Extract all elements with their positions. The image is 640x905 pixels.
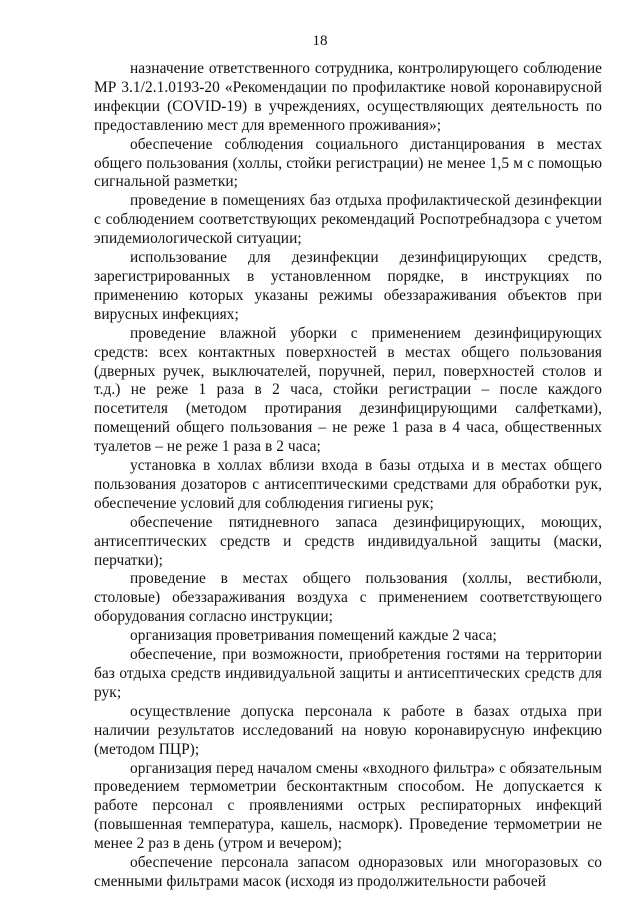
paragraph-disinfectant-use: использование для дезинфекции дезинфицирующих средств, зарегистрированных в установленном порядке, в инструкциях по применению которых указаны режимы обеззараживания объектов при вирусных инфекциях; xyxy=(94,249,602,323)
body-text xyxy=(94,60,602,892)
paragraph-air-disinfection: проведение в местах общего пользования (холлы, вестибюли, столовые) обеззараживания воздуха с применением соответствующего оборудования согласно инструкции; xyxy=(94,570,602,626)
paragraph-social-distancing: обеспечение соблюдения социального дистанцирования в местах общего пользования (холлы, стойки регистрации) не менее 1,5 м с помощью сигнальной разметки; xyxy=(94,135,602,191)
paragraph-ventilation: организация проветривания помещений каждые 2 часа; xyxy=(130,627,497,645)
paragraph-entrance-filter: организация перед началом смены «входного фильтра» с обязательным проведением термометрии бесконтактным способом. Не допускается к работе персонал с проявлениями острых респираторных инфекций (повышенная температура, кашель, насморк). Проведение термометрии не менее 2 раз в день (утром и вечером); xyxy=(94,759,602,853)
paragraph-preventive-disinfection: проведение в помещениях баз отдыха профилактической дезинфекции с соблюдением соответствующих рекомендаций Роспотребнадзора с учетом эпидемиологической ситуации; xyxy=(94,192,602,248)
paragraph-guest-ppe: обеспечение, при возможности, приобретения гостями на территории баз отдыха средств индивидуальной защиты и антисептических средств для рук; xyxy=(94,646,602,701)
paragraph-five-day-supply: обеспечение пятидневного запаса дезинфицирующих, моющих, антисептических средств и средств индивидуальной защиты (маски, перчатки); xyxy=(94,513,602,569)
page-number: 18 xyxy=(312,33,328,49)
paragraph-responsible-employee: назначение ответственного сотрудника, контролирующего соблюдение МР 3.1/2.1.0193-20 «Рекомендации по профилактике новой коронавирусной инфекции (COVID-19) в учреждениях, осуществляющих деятельность по предоставлению мест для временного проживания»; xyxy=(94,60,602,134)
paragraph-wet-cleaning: проведение влажной уборки с применением дезинфицирующих средств: всех контактных поверхностей в местах общего пользования (дверных ручек, выключателей, поручней, перил, поверхностей столов и т.д.) не реже 1 раза в 2 часа, стойки регистрации – после каждого посетителя (методом протирания дезинфицирующими салфетками), помещений общего пользования – не реже 1 раза в 4 часа, общественных туалетов – не реже 1 раза в 2 часа; xyxy=(94,324,602,456)
paragraph-staff-admission: осуществление допуска персонала к работе в базах отдыха при наличии результатов исследований на новую коронавирусную инфекцию (методом ПЦР); xyxy=(94,702,602,758)
paragraph-dispensers: установка в холлах вблизи входа в базы отдыха и в местах общего пользования дозаторов с антисептическими средствами для обработки рук, обеспечение условий для соблюдения гигиены рук; xyxy=(94,457,602,512)
paragraph-staff-masks: обеспечение персонала запасом одноразовых или многоразовых со сменными фильтрами масок (исходя из продолжительности рабочей xyxy=(94,854,602,890)
